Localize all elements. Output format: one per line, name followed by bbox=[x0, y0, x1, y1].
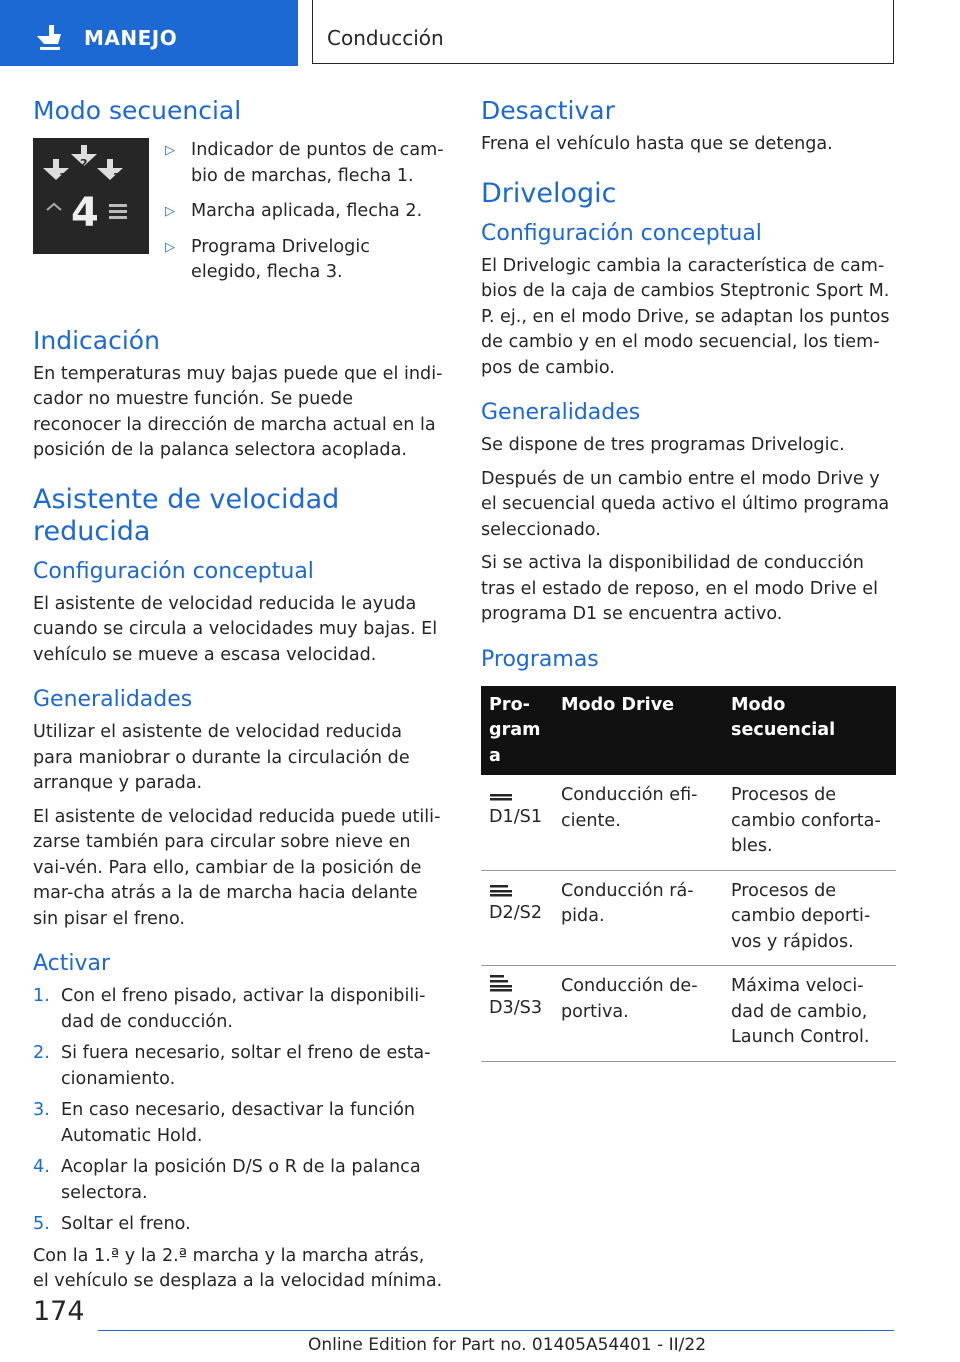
section-tab bbox=[0, 0, 298, 66]
program-cell: D3/S3 bbox=[481, 966, 553, 1062]
table-row bbox=[481, 870, 896, 966]
program-cell: D1/S1 bbox=[481, 775, 553, 870]
section-label: MANEJO bbox=[84, 26, 178, 50]
activation-steps bbox=[33, 984, 445, 1238]
drivelogic-general-text-1: Se dispone de tres programas Drivelogic. bbox=[481, 435, 845, 455]
programs-table bbox=[481, 686, 896, 1062]
table-row bbox=[481, 775, 896, 870]
drivelogic-3-icon bbox=[489, 974, 513, 992]
drive-cell: Conducción efi-ciente. bbox=[553, 775, 723, 870]
right-column bbox=[481, 96, 896, 1062]
column-header-program: Pro-gram a bbox=[481, 686, 553, 776]
footer-divider bbox=[98, 1330, 894, 1331]
heading-drivelogic-concept: Configuración conceptual bbox=[481, 220, 762, 246]
heading-generalidades: Generalidades bbox=[33, 687, 193, 712]
step-item: 1. Con el freno pisado, activar la disponibili-dad de conducción. bbox=[33, 986, 426, 1032]
gear-display-image bbox=[33, 138, 149, 254]
page-number: 174 bbox=[33, 1296, 85, 1327]
program-cell: D2/S2 bbox=[481, 870, 553, 966]
bullet-triangle-icon: ▷ bbox=[165, 204, 175, 219]
heading-asistente: Asistente de velocidad reducida bbox=[33, 483, 340, 547]
drivelogic-general-text-3: Si se activa la disponibilidad de conducción tras el estado de reposo, en el modo Drive el programa D1 se encuentra activo. bbox=[481, 553, 878, 624]
heading-drivelogic-general: Generalidades bbox=[481, 400, 641, 425]
list-item: ▷ Marcha aplicada, flecha 2. bbox=[161, 199, 445, 225]
current-gear: 4 bbox=[71, 190, 99, 236]
arrow-label-3: 3 bbox=[113, 171, 121, 184]
indicacion-text: En temperaturas muy bajas puede que el indi-cador no muestre función. Se puede reconocer la dirección de marcha actual en la posición de la palanca selectora acoplada. bbox=[33, 363, 443, 460]
step-item: 5. Soltar el freno. bbox=[33, 1214, 191, 1234]
gear-indicator-icon bbox=[33, 138, 149, 254]
table-row bbox=[481, 966, 896, 1062]
sequential-cell: Máxima veloci-dad de cambio, Launch Control. bbox=[723, 966, 896, 1062]
indicator-list bbox=[161, 138, 445, 296]
drive-cell: Conducción rá-pida. bbox=[553, 870, 723, 966]
heading-programas: Programas bbox=[481, 646, 599, 672]
drivelogic-general-text-2: Después de un cambio entre el modo Drive y el secuencial queda activo el último programa seleccionado. bbox=[481, 468, 890, 540]
sequential-cell: Procesos de cambio deporti-vos y rápidos. bbox=[723, 870, 896, 966]
drivelogic-concept-text: El Drivelogic cambia la característica de cam-bios de la caja de cambios Steptronic Sport M. P. ej., en el modo Drive, se adaptan los puntos de cambio y en el modo secuencial, los tiem-pos de cambio. bbox=[481, 255, 890, 378]
chapter-tab bbox=[312, 0, 894, 64]
asistente-general-text-1: Utilizar el asistente de velocidad reducida para maniobrar o durante la circulación de arranque y parada. bbox=[33, 722, 410, 793]
asistente-closing-text: Con la 1.ª y la 2.ª marcha y la marcha atrás, el vehículo se desplaza a la velocidad mínima. bbox=[33, 1245, 443, 1291]
heading-drivelogic: Drivelogic bbox=[481, 177, 617, 209]
column-header-sequential: Modo secuencial bbox=[723, 686, 896, 776]
arrow-label-2: 2 bbox=[80, 157, 88, 170]
sequential-cell: Procesos de cambio conforta-bles. bbox=[723, 775, 896, 870]
asistente-general-text-2: El asistente de velocidad reducida puede utili-zarse también para circular sobre nieve en vai-vén. Para ello, cambiar de la posición de mar-cha atrás a la de marcha hacia delante sin pisar el freno. bbox=[33, 806, 441, 929]
bullet-triangle-icon: ▷ bbox=[165, 143, 175, 158]
drive-cell: Conducción de-portiva. bbox=[553, 966, 723, 1062]
desactivar-text: Frena el vehículo hasta que se detenga. bbox=[481, 134, 833, 154]
edition-footer: Online Edition for Part no. 01405A54401 - II/22 bbox=[308, 1335, 707, 1355]
heading-config-conceptual: Configuración conceptual bbox=[33, 558, 314, 584]
list-item: ▷ Indicador de puntos de cam-bio de marchas, flecha 1. bbox=[165, 140, 444, 186]
step-item: 3. En caso necesario, desactivar la función Automatic Hold. bbox=[33, 1100, 415, 1146]
heading-indicacion: Indicación bbox=[33, 325, 160, 355]
heading-desactivar: Desactivar bbox=[481, 96, 615, 125]
arrow-label-1: 1 bbox=[59, 171, 67, 184]
heading-activar: Activar bbox=[33, 951, 111, 976]
sequential-mode-block bbox=[33, 138, 445, 296]
chapter-label: Conducción bbox=[327, 26, 444, 50]
column-header-drive: Modo Drive bbox=[553, 686, 723, 776]
asistente-concept-text: El asistente de velocidad reducida le ayuda cuando se circula a velocidades muy bajas. El vehículo se mueve a escasa velocidad. bbox=[33, 593, 438, 665]
step-item: 4. Acoplar la posición D/S o R de la palanca selectora. bbox=[33, 1157, 421, 1203]
drivelogic-2-icon bbox=[489, 879, 513, 897]
table-header-row bbox=[481, 686, 896, 776]
step-item: 2. Si fuera necesario, soltar el freno de esta-cionamiento. bbox=[33, 1043, 431, 1089]
drivelogic-1-icon bbox=[489, 783, 513, 801]
steering-hand-icon bbox=[34, 22, 64, 50]
heading-modo-secuencial: Modo secuencial bbox=[33, 96, 242, 125]
list-item: ▷ Programa Drivelogic elegido, flecha 3. bbox=[165, 236, 370, 282]
left-column bbox=[33, 96, 445, 1303]
bullet-triangle-icon: ▷ bbox=[165, 239, 175, 255]
